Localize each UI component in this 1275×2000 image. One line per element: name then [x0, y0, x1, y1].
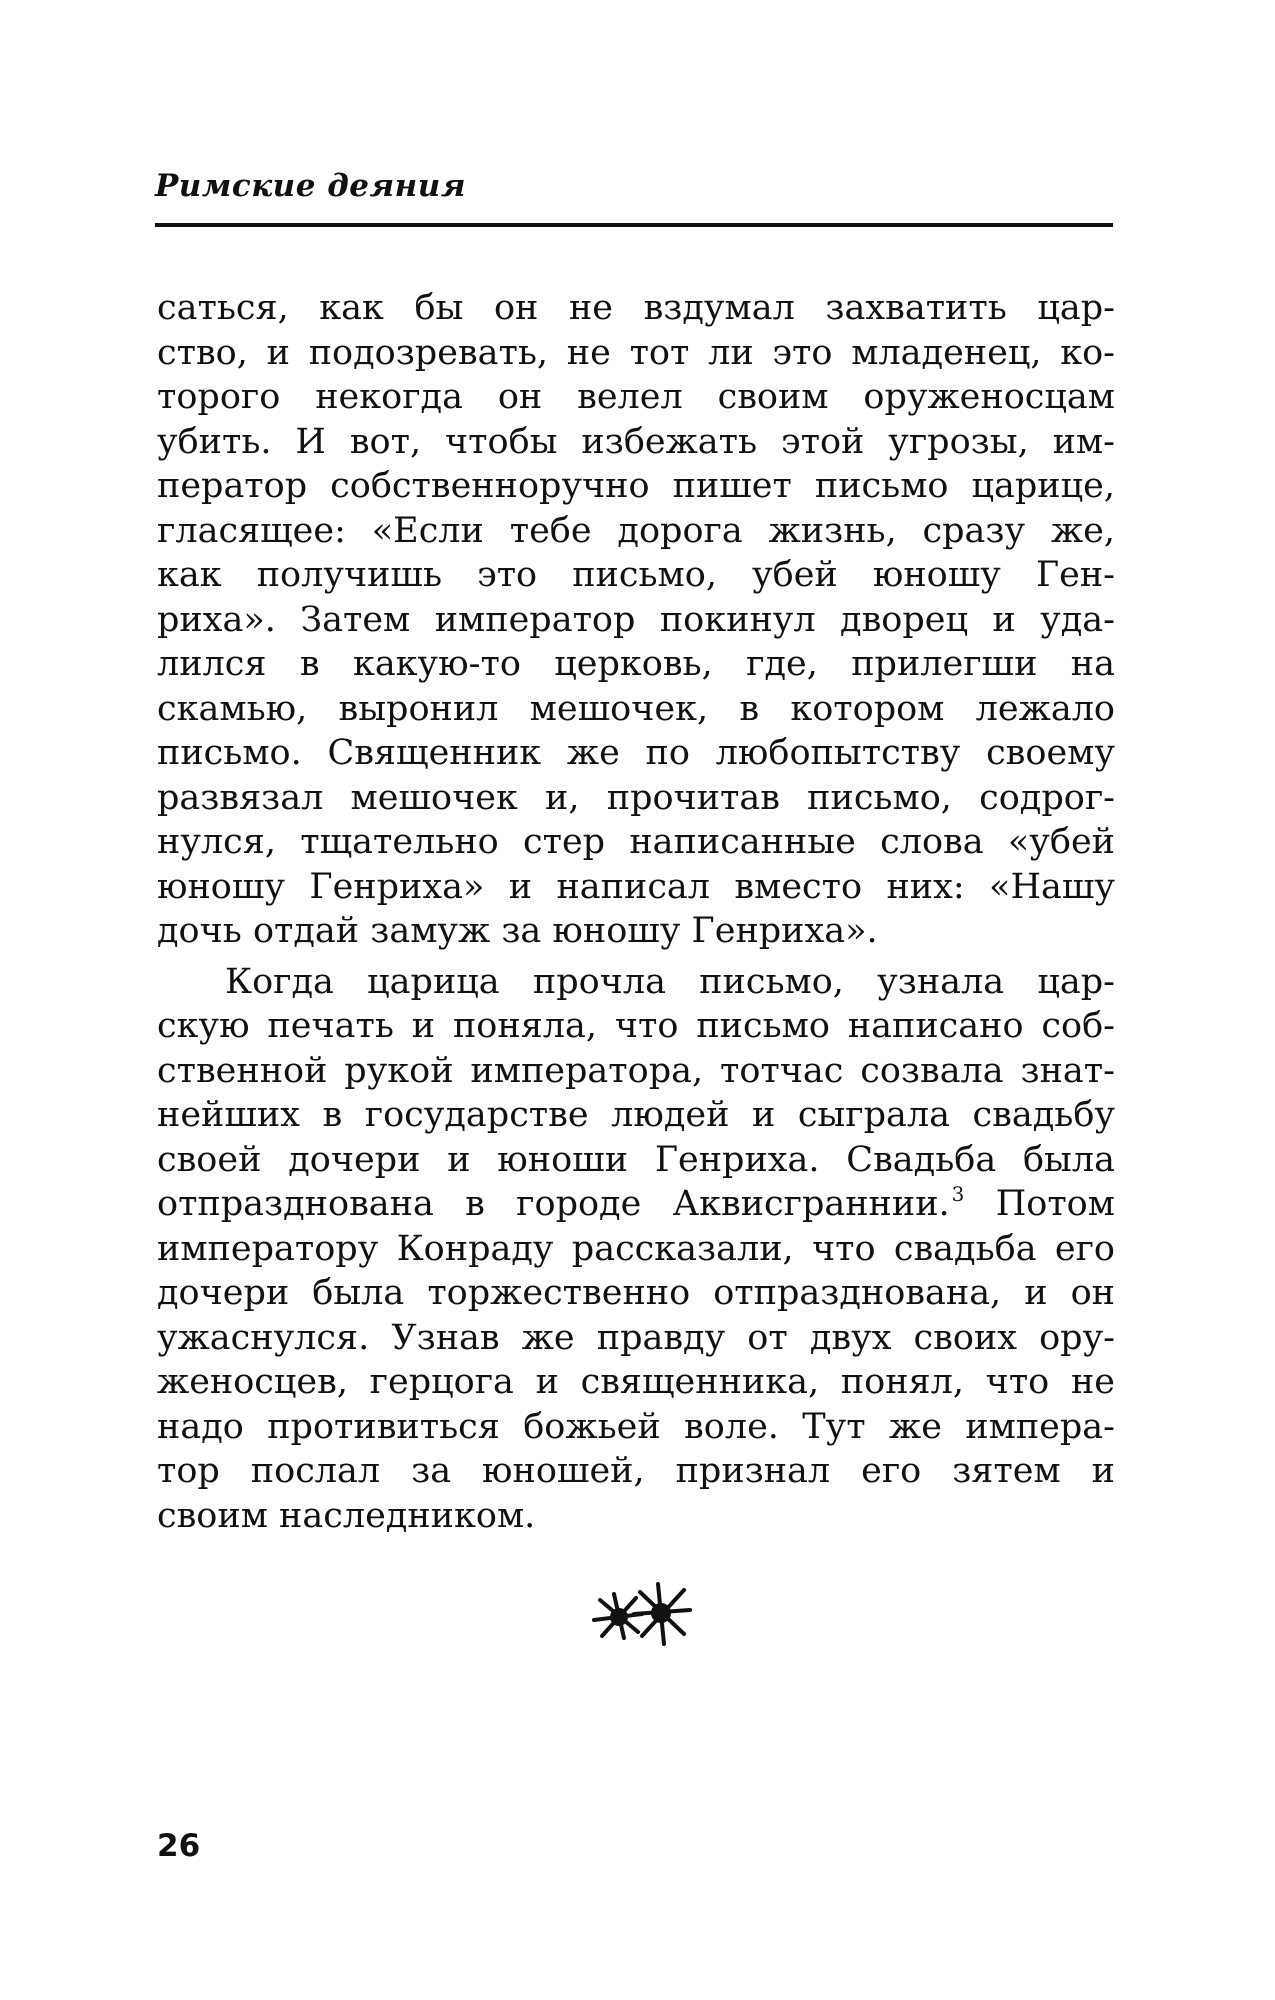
text-line: ужаснулся. Узнав же правду от двух своих ору-: [157, 1317, 1115, 1358]
text-line: императору Конраду рассказали, что свадьба его: [157, 1228, 1115, 1269]
text-line: письмо. Священник же по любопытству своему: [157, 733, 1115, 773]
text-body: [157, 286, 1115, 1538]
text-line: тор послал за юношей, признал его зятем и: [157, 1451, 1115, 1491]
text-line: юношу Генриха» и написал вместо них: «Нашу: [157, 866, 1115, 907]
page-number: 26: [157, 1828, 201, 1864]
text-line: лился в какую-то церковь, где, прилегши на: [157, 644, 1115, 684]
text-line: развязал мешочек и, прочитав письмо, содрог-: [157, 777, 1115, 818]
text-line: как получишь это письмо, убей юношу Ген-: [157, 555, 1115, 595]
text-line: Когда царица прочла письмо, узнала цар-: [225, 961, 1115, 1002]
text-line: надо противиться божьей воле. Тут же импера-: [157, 1406, 1115, 1447]
text-line: торого некогда он велел своим оруженосцам: [157, 377, 1115, 417]
text-line: саться, как бы он не вздумал захватить цар-: [157, 288, 1115, 328]
running-head-title: Римские деяния: [155, 168, 466, 204]
text-line: дочери была торжественно отпразднована, и он: [157, 1273, 1115, 1313]
text-line: [157, 1182, 1115, 1227]
text-line: ператор собственноручно пишет письмо царице,: [157, 466, 1115, 506]
text-line: скамью, выронил мешочек, в котором лежало: [157, 688, 1115, 729]
text-line: дочь отдай замуж за юношу Генриха».: [157, 911, 878, 951]
text-line: скую печать и поняла, что письмо написано соб-: [157, 1006, 1115, 1046]
header-rule: [155, 223, 1113, 227]
footnote-reference[interactable]: 3: [951, 1182, 965, 1206]
text-line: ственной рукой императора, тотчас созвала знат-: [157, 1050, 1115, 1091]
text-line: гласящее: «Если тебе дорога жизнь, сразу же,: [157, 510, 1115, 551]
text-line: своим наследником.: [157, 1495, 536, 1536]
double-star-ornament-icon: [580, 1580, 695, 1650]
text-line: своей дочери и юноши Генриха. Свадьба была: [157, 1139, 1115, 1180]
text-line: женосцев, герцога и священника, понял, что не: [157, 1362, 1115, 1402]
text-line-part: Потом: [995, 1184, 1115, 1224]
text-line-part: отпразднована в городе Аквисграннии.: [157, 1184, 950, 1224]
text-line: убить. И вот, чтобы избежать этой угрозы, им-: [157, 421, 1115, 462]
text-line: риха». Затем император покинул дворец и уда-: [157, 599, 1115, 640]
text-line: нейших в государстве людей и сыграла свадьбу: [157, 1095, 1115, 1135]
text-line: ство, и подозревать, не тот ли это младенец, ко-: [157, 332, 1115, 373]
text-line: нулся, тщательно стер написанные слова «убей: [157, 822, 1115, 862]
